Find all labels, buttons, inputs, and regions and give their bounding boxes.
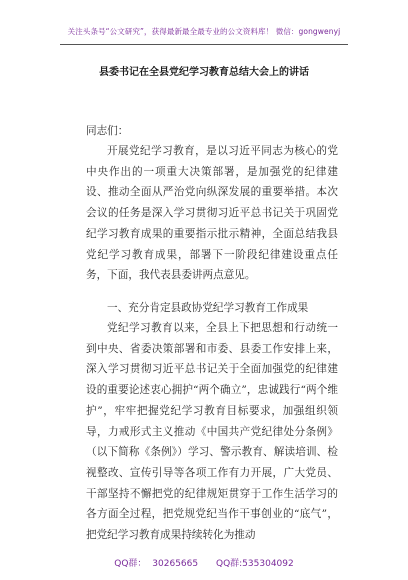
- section-heading-1: 一、充分肯定县政协党纪学习教育工作成果: [107, 302, 309, 314]
- salutation: 同志们：: [86, 125, 129, 137]
- paragraph-intro: 开展党纪学习教育，是以习近平同志为核心的党中央作出的一项重大决策部署，是加强党的纪律建设、推动全面从严治党向纵深发展的重要举措。本次会议的任务是深入学习贯彻习近平总书记关于巩固党纪学习教育成果的重要指示批示精神，全面总结我县党纪学习教育成果，部署下一阶段纪律建设重点任务，下面，我代表县委讲两点意见。: [86, 145, 338, 282]
- footer-qq-group-1: QQ群： 30265665: [114, 559, 199, 569]
- document-title: 县委书记在全县党纪学习教育总结大会上的讲话: [99, 67, 309, 78]
- header-note: 关注头条号“公文研究”，获得最新最全最专业的公文资料库！ 微信：gongwenyj: [67, 27, 341, 36]
- footer: [0, 556, 408, 569]
- footer-qq-group-2: QQ群:535304092: [215, 559, 294, 569]
- paragraph-achievements: 党纪学习教育以来，全县上下把思想和行动统一到中央、省委决策部署和市委、县委工作安排上来，深入学习贯彻习近平总书记关于全面加强党的纪律建设的重要论述衷心拥护“两个确立”，忠诚践行“两个维护”，牢牢把握党纪学习教育目标要求，加强组织领导，力戒形式主义推动《中国共产党纪律处分条例》（以下简称《条例》）学习、警示教育、解读培训、检视整改、宣传引导等各项工作有力开展，广大党员、干部坚持不懈把党的纪律规矩贯穿于工作生活学习的各方面全过程，把党规党纪当作干事创业的“底气”，把党纪学习教育成果持续转化为推动: [86, 322, 338, 542]
- header-divider: [60, 44, 348, 45]
